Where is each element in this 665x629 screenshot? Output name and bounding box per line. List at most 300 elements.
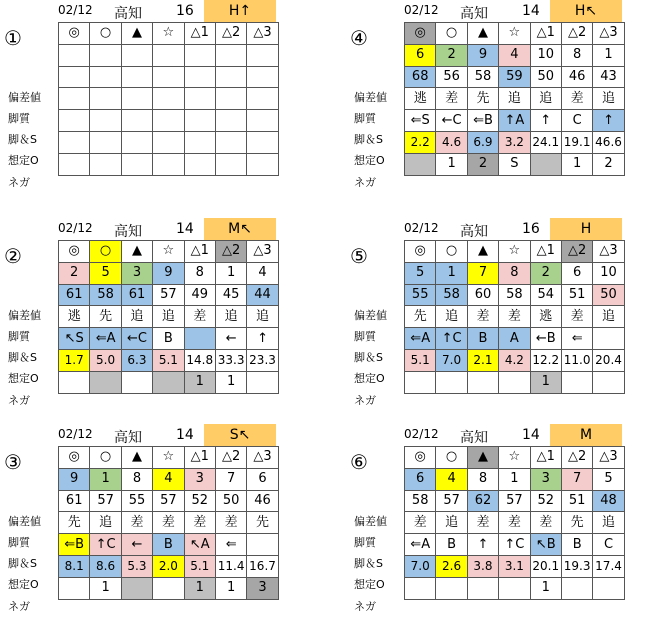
grid-cell: △2 — [561, 447, 592, 469]
grid-cell: ⇐A — [405, 328, 436, 350]
grid-cell: 1 — [530, 577, 561, 599]
row-label: 偏差値 — [354, 91, 387, 104]
grid-cell: 逃 — [59, 306, 90, 328]
grid-cell: 3 — [530, 468, 561, 490]
grid-cell: 2.1 — [467, 349, 498, 371]
grid-cell: 45 — [215, 284, 246, 306]
grid-cell: 2.0 — [153, 555, 184, 577]
grid-cell: 先 — [59, 512, 90, 534]
grid-row — [59, 66, 279, 88]
grid-cell — [436, 577, 467, 599]
race-number: ⑥ — [350, 450, 368, 474]
grid-cell: 先 — [467, 88, 498, 110]
row-label: ネガ — [354, 176, 376, 189]
grid-cell: ↑ — [247, 328, 278, 350]
field-size: 16 — [176, 3, 194, 19]
prediction-grid — [58, 446, 279, 600]
grid-cell: 9 — [467, 44, 498, 66]
grid-cell: △3 — [593, 241, 624, 263]
grid-cell: 8 — [121, 468, 152, 490]
grid-cell — [215, 66, 246, 88]
panel-header — [346, 218, 665, 240]
row-label: 偏差値 — [8, 91, 41, 104]
prediction-grid — [404, 22, 625, 176]
grid-cell: △2 — [561, 241, 592, 263]
grid-cell: 差 — [121, 512, 152, 534]
grid-row — [405, 328, 625, 350]
grid-cell: 59 — [499, 66, 530, 88]
grid-cell: 2 — [436, 44, 467, 66]
grid-row — [405, 262, 625, 284]
row-label: 脚質 — [354, 536, 376, 549]
grid-cell: 1 — [215, 371, 246, 393]
grid-cell: ▲ — [467, 241, 498, 263]
grid-row — [59, 447, 279, 469]
grid-row — [59, 262, 279, 284]
grid-cell: ◎ — [59, 447, 90, 469]
grid-cell: 4 — [153, 468, 184, 490]
grid-cell: 58 — [436, 284, 467, 306]
panel-header — [346, 0, 665, 22]
grid-cell: 追 — [153, 306, 184, 328]
grid-cell: 7 — [467, 262, 498, 284]
grid-row — [405, 555, 625, 577]
field-size: 16 — [522, 221, 540, 237]
grid-cell: 10 — [530, 44, 561, 66]
grid-cell: 差 — [561, 88, 592, 110]
grid-cell: 58 — [467, 66, 498, 88]
grid-cell: 先 — [90, 306, 121, 328]
grid-cell: 5.1 — [184, 555, 215, 577]
grid-cell: ◎ — [59, 23, 90, 45]
grid-cell — [59, 66, 90, 88]
grid-cell: △2 — [215, 447, 246, 469]
grid-cell — [90, 153, 121, 175]
grid-cell — [153, 153, 184, 175]
grid-cell: 差 — [215, 512, 246, 534]
grid-cell: ☆ — [499, 447, 530, 469]
grid-cell: 2.2 — [405, 131, 436, 153]
grid-cell: 差 — [499, 306, 530, 328]
grid-cell — [215, 110, 246, 132]
grid-cell — [215, 153, 246, 175]
grid-cell: 50 — [215, 490, 246, 512]
grid-cell: 20.4 — [593, 349, 624, 371]
grid-cell: 52 — [530, 490, 561, 512]
grid-row — [405, 306, 625, 328]
grid-row — [59, 131, 279, 153]
grid-cell: 8.6 — [90, 555, 121, 577]
grid-cell: ☆ — [153, 241, 184, 263]
prediction-grid — [58, 240, 279, 394]
grid-cell — [530, 153, 561, 175]
grid-cell: ↖S — [59, 328, 90, 350]
grid-cell: 55 — [405, 284, 436, 306]
grid-cell — [593, 328, 624, 350]
grid-cell: △2 — [215, 241, 246, 263]
grid-cell — [90, 371, 121, 393]
grid-cell — [121, 153, 152, 175]
race-date: 02/12 — [58, 221, 93, 235]
grid-cell — [153, 131, 184, 153]
grid-cell — [247, 66, 278, 88]
grid-cell: 56 — [436, 66, 467, 88]
grid-cell: 10 — [593, 262, 624, 284]
grid-row — [405, 23, 625, 45]
grid-cell: 1 — [184, 577, 215, 599]
grid-cell: 11.4 — [215, 555, 246, 577]
grid-cell — [153, 110, 184, 132]
grid-cell: 4.6 — [436, 131, 467, 153]
row-label: 脚＆S — [354, 133, 383, 146]
grid-cell — [153, 577, 184, 599]
grid-cell: 3 — [247, 577, 278, 599]
row-label: 想定O — [354, 578, 385, 591]
grid-row — [405, 241, 625, 263]
grid-cell — [121, 44, 152, 66]
row-label: 脚質 — [8, 112, 30, 125]
grid-cell: 23.3 — [247, 349, 278, 371]
grid-row — [59, 349, 279, 371]
row-label: 脚質 — [354, 330, 376, 343]
row-label: ネガ — [8, 394, 30, 407]
grid-cell: 4 — [247, 262, 278, 284]
grid-cell: 50 — [530, 66, 561, 88]
prediction-grid — [404, 240, 625, 394]
grid-cell — [467, 577, 498, 599]
panel-3 — [0, 424, 320, 624]
grid-cell: 8 — [499, 262, 530, 284]
grid-cell — [90, 44, 121, 66]
field-size: 14 — [522, 3, 540, 19]
grid-cell — [59, 577, 90, 599]
panel-header — [0, 424, 320, 446]
grid-cell — [184, 131, 215, 153]
grid-cell: 追 — [593, 306, 624, 328]
row-label: 想定O — [8, 154, 39, 167]
grid-cell: 追 — [530, 88, 561, 110]
grid-cell: ⇐A — [405, 534, 436, 556]
grid-cell: 58 — [90, 284, 121, 306]
row-label: 想定O — [354, 154, 385, 167]
grid-cell — [561, 371, 592, 393]
grid-cell: 2.6 — [436, 555, 467, 577]
grid-cell: 51 — [561, 490, 592, 512]
grid-cell: 6 — [561, 262, 592, 284]
grid-cell — [436, 371, 467, 393]
grid-cell — [184, 328, 215, 350]
race-number: ④ — [350, 26, 368, 50]
grid-cell: 1 — [530, 371, 561, 393]
row-label: ネガ — [8, 600, 30, 613]
grid-cell: 7.0 — [436, 349, 467, 371]
grid-cell: 7 — [215, 468, 246, 490]
grid-cell: 58 — [499, 284, 530, 306]
prediction-grid — [58, 22, 279, 176]
grid-cell: ↑ — [530, 110, 561, 132]
race-tag: H↖ — [550, 0, 622, 22]
row-label: 脚質 — [8, 536, 30, 549]
grid-cell: 5.0 — [90, 349, 121, 371]
grid-cell: 57 — [436, 490, 467, 512]
race-date: 02/12 — [58, 427, 93, 441]
grid-cell — [59, 131, 90, 153]
grid-cell: 差 — [530, 512, 561, 534]
field-size: 14 — [176, 221, 194, 237]
panel-header — [0, 218, 320, 240]
grid-cell: ○ — [436, 23, 467, 45]
grid-cell — [247, 110, 278, 132]
grid-cell: S — [499, 153, 530, 175]
grid-cell: ↑ — [593, 110, 624, 132]
grid-row — [405, 66, 625, 88]
grid-cell: 1 — [499, 468, 530, 490]
grid-cell — [59, 44, 90, 66]
race-number: ⑤ — [350, 244, 368, 268]
row-label: 脚＆S — [8, 557, 37, 570]
grid-cell: 6 — [405, 468, 436, 490]
grid-cell — [59, 88, 90, 110]
grid-cell: 17.4 — [593, 555, 624, 577]
race-number: ③ — [4, 450, 22, 474]
grid-cell: 3 — [184, 468, 215, 490]
panel-1 — [0, 0, 320, 200]
race-tag: H — [550, 218, 622, 240]
grid-cell: △1 — [184, 241, 215, 263]
grid-cell — [215, 44, 246, 66]
grid-cell — [59, 153, 90, 175]
grid-cell: 4.2 — [499, 349, 530, 371]
grid-cell — [247, 131, 278, 153]
grid-cell: 62 — [467, 490, 498, 512]
grid-cell — [121, 371, 152, 393]
grid-cell — [121, 131, 152, 153]
grid-row — [405, 110, 625, 132]
grid-cell: 54 — [530, 284, 561, 306]
grid-cell: 46 — [561, 66, 592, 88]
grid-cell — [247, 88, 278, 110]
grid-cell: 5.1 — [153, 349, 184, 371]
grid-cell: ↑C — [90, 534, 121, 556]
grid-cell: 4 — [436, 468, 467, 490]
grid-cell — [593, 371, 624, 393]
race-venue: 高知 — [114, 430, 142, 446]
grid-cell — [90, 131, 121, 153]
grid-cell: 60 — [467, 284, 498, 306]
grid-cell: B — [153, 534, 184, 556]
grid-cell: 差 — [405, 512, 436, 534]
grid-row — [405, 131, 625, 153]
grid-cell — [247, 371, 278, 393]
grid-cell: 3.2 — [499, 131, 530, 153]
grid-cell: △1 — [530, 447, 561, 469]
grid-cell: 57 — [153, 284, 184, 306]
panel-6 — [346, 424, 665, 624]
grid-row — [405, 371, 625, 393]
grid-cell: 1 — [215, 262, 246, 284]
grid-cell — [247, 534, 278, 556]
grid-cell: C — [561, 110, 592, 132]
grid-cell: 差 — [184, 306, 215, 328]
row-label: 偏差値 — [8, 515, 41, 528]
grid-cell: ↑C — [499, 534, 530, 556]
grid-cell: 9 — [59, 468, 90, 490]
grid-cell: ↑A — [499, 110, 530, 132]
grid-cell — [121, 66, 152, 88]
panel-header — [0, 0, 320, 22]
grid-cell: 4 — [499, 44, 530, 66]
grid-cell: 19.1 — [561, 131, 592, 153]
grid-cell — [467, 371, 498, 393]
grid-cell: A — [499, 328, 530, 350]
row-label: ネガ — [8, 176, 30, 189]
grid-cell: ↖B — [530, 534, 561, 556]
grid-cell: 追 — [499, 88, 530, 110]
panel-4 — [346, 0, 665, 200]
grid-cell: 1 — [184, 371, 215, 393]
grid-cell: 1 — [436, 153, 467, 175]
row-label: 偏差値 — [354, 515, 387, 528]
race-date: 02/12 — [404, 427, 439, 441]
grid-row — [405, 284, 625, 306]
grid-cell: 33.3 — [215, 349, 246, 371]
grid-row — [405, 44, 625, 66]
row-label: 脚＆S — [8, 351, 37, 364]
grid-row — [405, 153, 625, 175]
race-date: 02/12 — [404, 221, 439, 235]
grid-cell — [59, 371, 90, 393]
grid-cell: ○ — [436, 241, 467, 263]
grid-cell: B — [561, 534, 592, 556]
race-number: ① — [4, 26, 22, 50]
grid-cell: ◎ — [59, 241, 90, 263]
grid-cell — [184, 153, 215, 175]
grid-cell: ←C — [121, 328, 152, 350]
race-number: ② — [4, 244, 22, 268]
grid-row — [405, 534, 625, 556]
grid-cell: 5 — [405, 262, 436, 284]
race-tag: M — [550, 424, 622, 446]
grid-row — [59, 328, 279, 350]
grid-cell: ← — [121, 534, 152, 556]
race-date: 02/12 — [58, 3, 93, 17]
grid-row — [405, 468, 625, 490]
race-venue: 高知 — [114, 6, 142, 22]
row-label: 脚＆S — [354, 557, 383, 570]
grid-cell: 9 — [153, 262, 184, 284]
grid-cell: △3 — [247, 447, 278, 469]
row-label: 脚＆S — [354, 351, 383, 364]
grid-cell — [247, 153, 278, 175]
grid-row — [405, 447, 625, 469]
grid-cell: 57 — [499, 490, 530, 512]
grid-cell: 57 — [153, 490, 184, 512]
grid-cell: 追 — [593, 88, 624, 110]
grid-cell: 61 — [59, 490, 90, 512]
grid-row — [59, 468, 279, 490]
grid-cell — [121, 88, 152, 110]
row-label: 脚質 — [8, 330, 30, 343]
race-venue: 高知 — [460, 224, 488, 240]
grid-cell: 差 — [467, 306, 498, 328]
grid-cell: ⇐A — [90, 328, 121, 350]
grid-cell: ↑C — [436, 328, 467, 350]
grid-cell: 5 — [90, 262, 121, 284]
grid-cell — [499, 577, 530, 599]
grid-cell: 7.0 — [405, 555, 436, 577]
grid-cell: 5.3 — [121, 555, 152, 577]
grid-cell: 61 — [121, 284, 152, 306]
grid-cell: ◎ — [405, 447, 436, 469]
grid-cell: ⇐ — [215, 534, 246, 556]
field-size: 14 — [522, 427, 540, 443]
grid-row — [59, 284, 279, 306]
grid-cell: 8 — [467, 468, 498, 490]
grid-cell: △1 — [530, 241, 561, 263]
grid-cell: 1 — [90, 468, 121, 490]
grid-cell — [405, 153, 436, 175]
grid-cell: 14.8 — [184, 349, 215, 371]
grid-cell: ← — [215, 328, 246, 350]
grid-cell — [153, 66, 184, 88]
grid-cell: ☆ — [153, 447, 184, 469]
grid-cell: △3 — [247, 23, 278, 45]
grid-cell: ☆ — [499, 241, 530, 263]
grid-cell — [153, 88, 184, 110]
row-label: 偏差値 — [8, 309, 41, 322]
grid-cell: 55 — [121, 490, 152, 512]
grid-cell: 逃 — [530, 306, 561, 328]
grid-cell: 追 — [593, 512, 624, 534]
grid-cell — [405, 371, 436, 393]
grid-row — [59, 153, 279, 175]
grid-cell: 20.1 — [530, 555, 561, 577]
grid-cell: 6 — [247, 468, 278, 490]
grid-cell: 8.1 — [59, 555, 90, 577]
grid-cell: 8 — [561, 44, 592, 66]
row-label: 想定O — [8, 372, 39, 385]
race-venue: 高知 — [460, 6, 488, 22]
grid-cell: 11.0 — [561, 349, 592, 371]
grid-cell — [153, 371, 184, 393]
grid-cell: ▲ — [121, 447, 152, 469]
grid-cell — [499, 371, 530, 393]
grid-cell: 1 — [90, 577, 121, 599]
grid-row — [59, 512, 279, 534]
grid-cell: 追 — [247, 306, 278, 328]
grid-cell: 1 — [436, 262, 467, 284]
grid-cell — [184, 88, 215, 110]
row-label: 脚＆S — [8, 133, 37, 146]
grid-cell: ▲ — [467, 447, 498, 469]
grid-cell — [90, 66, 121, 88]
grid-cell: ⇐ — [561, 328, 592, 350]
grid-cell: 8 — [184, 262, 215, 284]
grid-row — [59, 110, 279, 132]
grid-cell: 50 — [593, 284, 624, 306]
grid-cell: B — [436, 534, 467, 556]
grid-cell: 7 — [561, 468, 592, 490]
grid-cell: ▲ — [121, 241, 152, 263]
grid-cell: 68 — [405, 66, 436, 88]
grid-cell: 19.3 — [561, 555, 592, 577]
grid-cell: ▲ — [121, 23, 152, 45]
grid-cell: ○ — [436, 447, 467, 469]
grid-cell: ☆ — [153, 23, 184, 45]
grid-cell: △1 — [184, 23, 215, 45]
grid-cell: 48 — [593, 490, 624, 512]
row-label: ネガ — [354, 600, 376, 613]
